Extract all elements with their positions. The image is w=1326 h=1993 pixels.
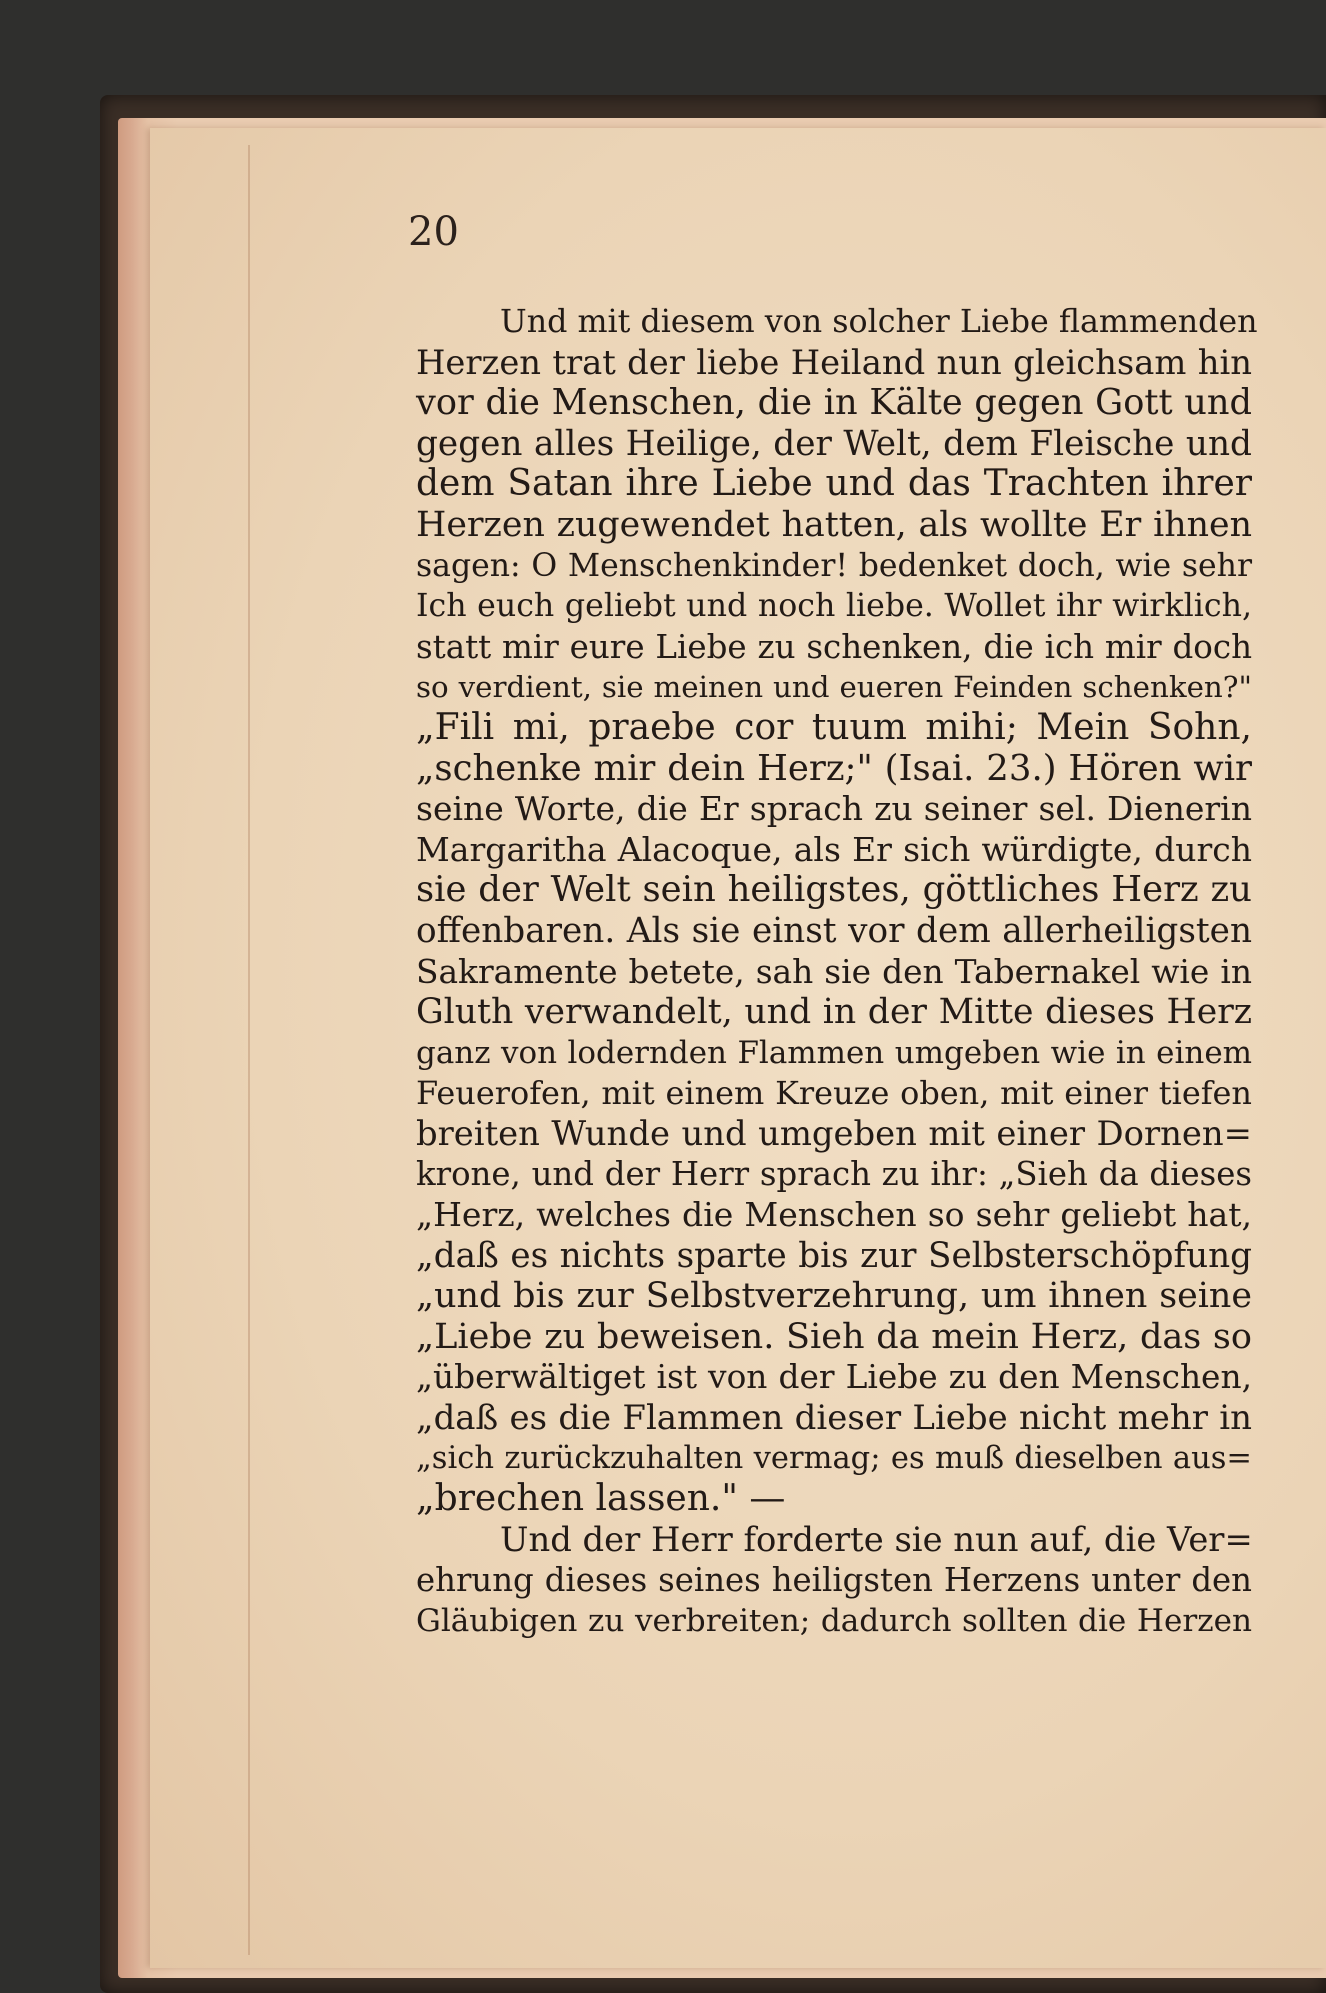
text-line: krone, und der Herr sprach zu ihr: „Sieh da dieses [416, 1155, 1252, 1194]
text-line: Gläubigen zu verbreiten; dadurch sollten die Herzen [416, 1603, 1252, 1639]
text-line: breiten Wunde und umgeben mit einer Dornen= [416, 1113, 1252, 1153]
text-line: „überwältiget ist von der Liebe zu den Menschen, [416, 1358, 1252, 1397]
text-line: offenbaren. Als sie einst vor dem allerheiligsten [416, 910, 1252, 951]
text-line: dem Satan ihre Liebe und das Trachten ihrer [416, 463, 1252, 505]
text-line: Feuerofen, mit einem Kreuze oben, mit einer tiefen [416, 1074, 1252, 1113]
text-line: Sakramente betete, sah sie den Tabernakel wie in [416, 952, 1252, 991]
text-line: vor die Menschen, die in Kälte gegen Gott und [416, 382, 1252, 424]
text-line: „und bis zur Selbstverzehrung, um ihnen seine [416, 1276, 1252, 1317]
text-line: „Liebe zu beweisen. Sieh da mein Herz, das so [416, 1315, 1252, 1357]
text-line: sagen: O Menschenkinder! bedenket doch, wie sehr [416, 547, 1252, 584]
page-number: 20 [408, 209, 459, 255]
text-line: ehrung dieses seines heiligsten Herzens unter den [416, 1561, 1252, 1600]
text-line: „daß es nichts sparte bis zur Selbsterschöpfung [416, 1235, 1252, 1276]
text-line: gegen alles Heilige, der Welt, dem Fleische und [416, 423, 1252, 464]
text-line: Margaritha Alacoque, als Er sich würdigte, durch [416, 829, 1252, 869]
text-line: sie der Welt sein heiligstes, göttliches Herz zu [416, 869, 1252, 911]
text-line: Ich euch geliebt und noch liebe. Wollet ihr wirklich, [416, 588, 1252, 625]
text-line: Und der Herr forderte sie nun auf, die Ver= [500, 1519, 1253, 1559]
text-line: Herzen trat der liebe Heiland nun gleichsam hin [416, 342, 1252, 382]
text-line: „Fili mi, praebe cor tuum mihi; Mein Sohn, [416, 706, 1252, 748]
text-line: „schenke mir dein Herz;" (Isai. 23.) Hören wir [416, 747, 1252, 789]
text-line: „sich zurückzuhalten vermag; es muß dieselben aus= [416, 1440, 1252, 1476]
body-text [416, 302, 1258, 1642]
text-line: Herzen zugewendet hatten, als wollte Er ihnen [416, 504, 1252, 545]
text-line: Gluth verwandelt, und in der Mitte dieses Herz [416, 992, 1252, 1033]
text-line: Und mit diesem von solcher Liebe flammenden [500, 304, 1258, 340]
text-line: statt mir eure Liebe zu schenken, die ich mir doch [416, 627, 1252, 666]
text-line: „brechen lassen." — [416, 1478, 786, 1520]
text-line: ganz von lodernden Flammen umgeben wie in einem [416, 1034, 1252, 1071]
text-line: so verdient, sie meinen und eueren Feinden schenken?" [416, 670, 1252, 705]
text-line: seine Worte, die Er sprach zu seiner sel. Dienerin [416, 789, 1252, 829]
text-line: „Herz, welches die Menschen so sehr geliebt hat, [416, 1195, 1252, 1235]
page-fold-line [248, 145, 250, 1955]
text-line: „daß es die Flammen dieser Liebe nicht mehr in [416, 1398, 1252, 1439]
